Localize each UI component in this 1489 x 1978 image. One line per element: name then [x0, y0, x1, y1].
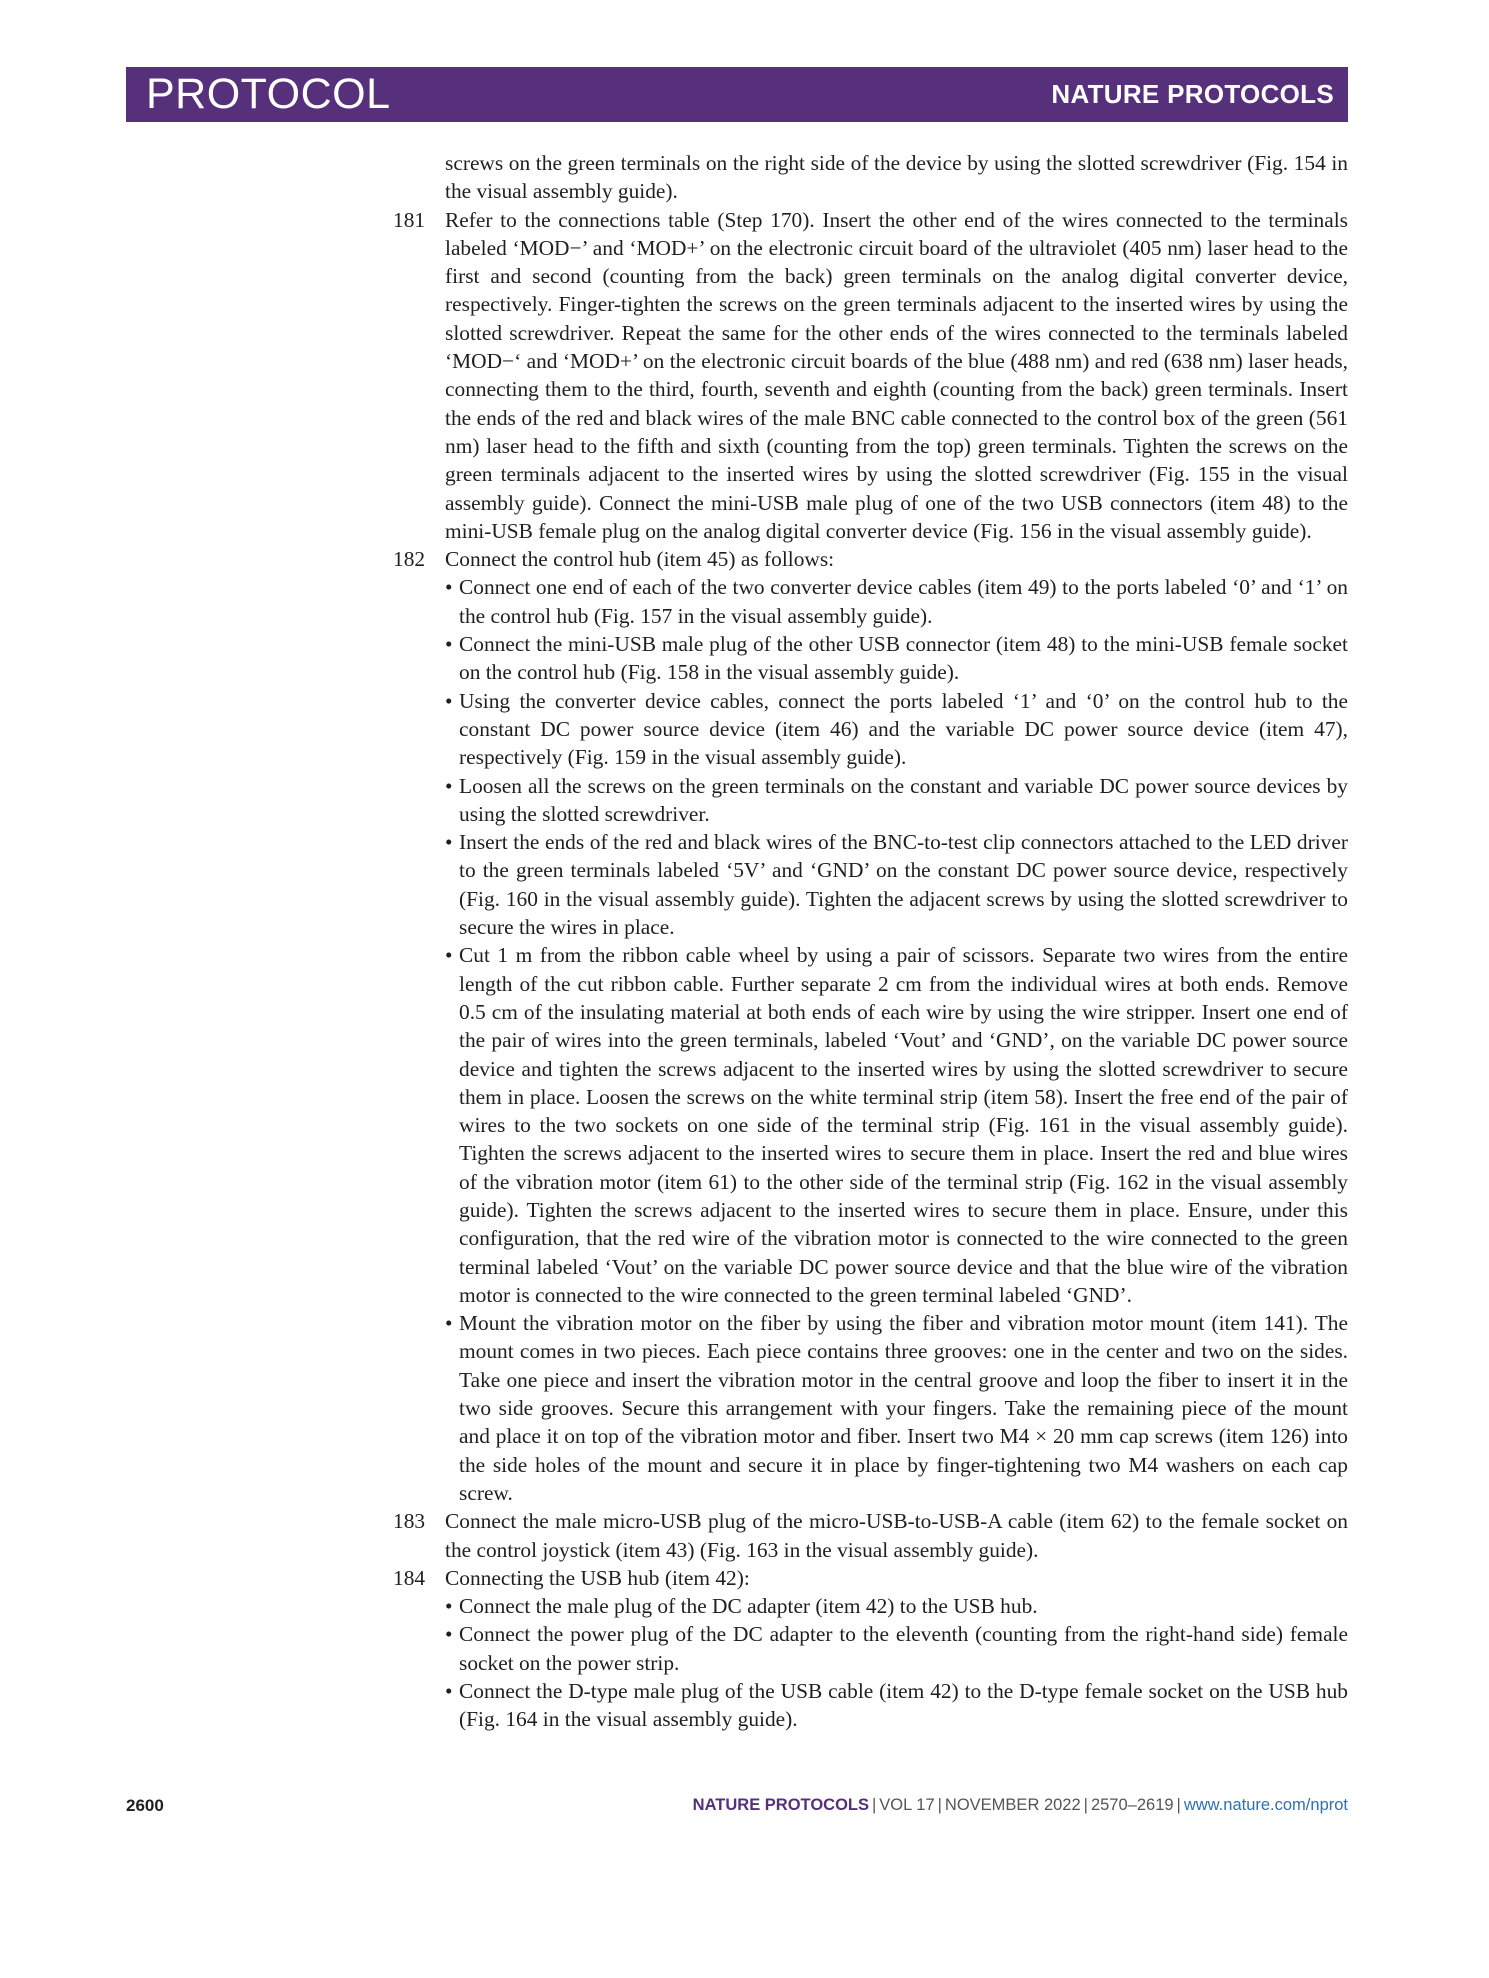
footer-date: NOVEMBER 2022 [944, 1796, 1081, 1814]
footer-journal: NATURE PROTOCOLS [692, 1796, 869, 1814]
bullet-item: • Mount the vibration motor on the fiber by using the fiber and vibration motor mount (item 141). The mount comes in two pieces. Each piece contains three grooves: one in the center and two on the sides. Take one piece and insert the vibration motor in the central groove and loop the fiber to insert it in the two side grooves. Secure this arrangement with your fingers. Take the remaining piece of the mount and place it on top of the vibration motor and fiber. Insert two M4 × 20 mm cap screws (item 126) into the side holes of the mount and secure it in place by finger-tightening two M4 washers on each cap screw. [445, 1309, 1348, 1507]
step-text: Connecting the USB hub (item 42): [445, 1565, 750, 1590]
step-182-bullets [393, 573, 1348, 1507]
bullet-item: • Connect the D-type male plug of the USB cable (item 42) to the D-type female socket on the USB hub (Fig. 164 in the visual assembly guide). [445, 1677, 1348, 1734]
step-number: 181 [393, 207, 426, 232]
bullet-item: • Connect one end of each of the two converter device cables (item 49) to the ports labeled ‘0’ and ‘1’ on the control hub (Fig. 157 in the visual assembly guide). [445, 573, 1348, 630]
step-182 [393, 545, 1348, 573]
bullet-item: • Connect the power plug of the DC adapter to the eleventh (counting from the right-hand side) female socket on the power strip. [445, 1620, 1348, 1677]
header-bar [126, 67, 1348, 122]
footer-separator: | [1176, 1796, 1181, 1814]
footer-separator: | [937, 1796, 942, 1814]
bullet-item: • Connect the male plug of the DC adapter (item 42) to the USB hub. [445, 1592, 1348, 1620]
step-number: 183 [393, 1509, 426, 1534]
bullet-item: • Insert the ends of the red and black wires of the BNC-to-test clip connectors attached to the LED driver to the green terminals labeled ‘5V’ and ‘GND’ on the constant DC power source device, respectively (Fig. 160 in the visual assembly guide). Tighten the adjacent screws by using the slotted screwdriver to secure the wires in place. [445, 828, 1348, 941]
step-181 [393, 206, 1348, 546]
footer-pages: 2570–2619 [1090, 1796, 1174, 1814]
article-body [393, 149, 1348, 1734]
step-184 [393, 1564, 1348, 1592]
footer-volume: VOL 17 [879, 1796, 935, 1814]
step-text: Refer to the connections table (Step 170). Insert the other end of the wires connected to the terminals labeled ‘MOD−’ and ‘MOD+’ on the electronic circuit board of the ultraviolet (405 nm) laser head to the first and second (counting from the back) green terminals on the analog digital converter device, respectively. Finger-tighten the screws on the green terminals adjacent to the inserted wires by using the slotted screwdriver. Repeat the same for the other ends of the wires connected to the terminals labeled ‘MOD−‘ and ‘MOD+’ on the electronic circuit boards of the blue (488 nm) and red (638 nm) laser heads, connecting them to the third, fourth, seventh and eighth (counting from the back) green terminals. Insert the ends of the red and black wires of the male BNC cable connected to the control box of the green (561 nm) laser head to the fifth and sixth (counting from the top) green terminals. Tighten the screws on the green terminals adjacent to the inserted wires by using the slotted screwdriver (Fig. 155 in the visual assembly guide). Connect the mini-USB male plug of one of the two USB connectors (item 48) to the mini-USB female plug on the analog digital converter device (Fig. 156 in the visual assembly guide). [445, 207, 1348, 543]
step-text: Connect the control hub (item 45) as follows: [445, 547, 835, 572]
step-184-bullets [393, 1592, 1348, 1733]
bullet-item: • Using the converter device cables, connect the ports labeled ‘1’ and ‘0’ on the control hub to the constant DC power source device (item 46) and the variable DC power source device (item 47), respectively (Fig. 159 in the visual assembly guide). [445, 687, 1348, 772]
bullet-item: • Cut 1 m from the ribbon cable wheel by using a pair of scissors. Separate two wires from the entire length of the cut ribbon cable. Further separate 2 cm from the individual wires at both ends. Remove 0.5 cm of the insulating material at both ends of each wire by using the wire stripper. Insert one end of the pair of wires into the green terminals, labeled ‘Vout’ and ‘GND’, on the variable DC power source device and tighten the screws adjacent to the inserted wires by using the slotted screwdriver to secure them in place. Loosen the screws on the white terminal strip (item 58). Insert the free end of the pair of wires to the two sockets on one side of the terminal strip (Fig. 161 in the visual assembly guide). Tighten the screws adjacent to the inserted wires to secure them in place. Insert the red and blue wires of the vibration motor (item 61) to the other side of the terminal strip (Fig. 162 in the visual assembly guide). Tighten the screws adjacent to the inserted wires to secure them in place. Ensure, under this configuration, that the red wire of the vibration motor is connected to the wire connected to the green terminal labeled ‘Vout’ on the variable DC power source device and that the blue wire of the vibration motor is connected to the wire connected to the green terminal labeled ‘GND’. [445, 941, 1348, 1309]
footer-separator: | [1083, 1796, 1088, 1814]
bullet-item: • Connect the mini-USB male plug of the other USB connector (item 48) to the mini-USB female socket on the control hub (Fig. 158 in the visual assembly guide). [445, 630, 1348, 687]
continued-paragraph: screws on the green terminals on the right side of the device by using the slotted screwdriver (Fig. 154 in the visual assembly guide). [445, 151, 1348, 204]
step-number: 184 [393, 1565, 426, 1590]
step-number: 182 [393, 547, 426, 572]
step-183 [393, 1507, 1348, 1564]
page-number: 2600 [126, 1796, 164, 1815]
footer-url-link[interactable]: www.nature.com/nprot [1183, 1796, 1348, 1814]
footer-separator: | [871, 1796, 877, 1814]
bullet-item: • Loosen all the screws on the green terminals on the constant and variable DC power source devices by using the slotted screwdriver. [445, 772, 1348, 829]
journal-name: NATURE PROTOCOLS [1051, 79, 1334, 109]
step-text: Connect the male micro-USB plug of the micro-USB-to-USB-A cable (item 62) to the female socket on the control joystick (item 43) (Fig. 163 in the visual assembly guide). [445, 1509, 1348, 1562]
section-label: PROTOCOL [146, 70, 391, 118]
footer-citation [693, 1796, 1348, 1815]
